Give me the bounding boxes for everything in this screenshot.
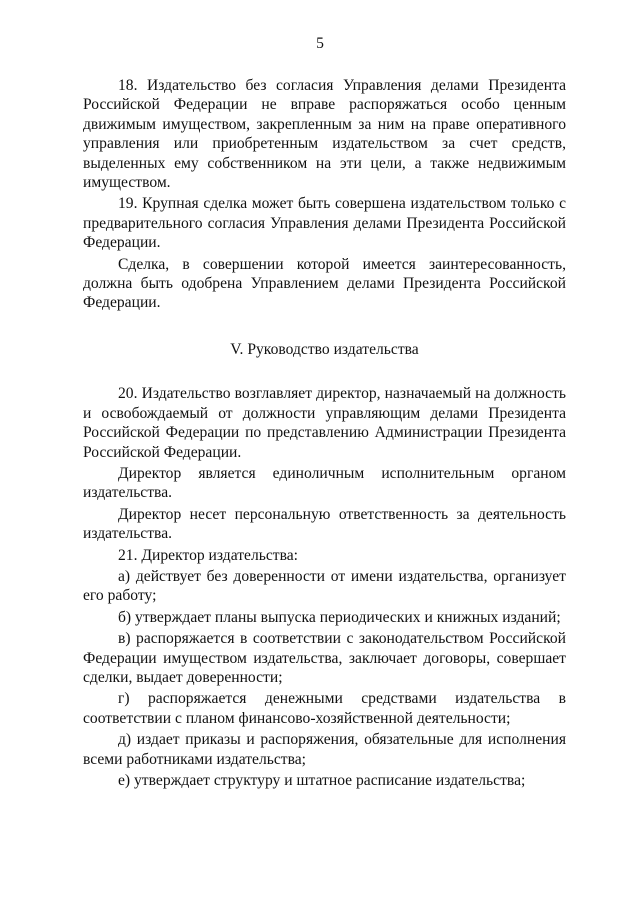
paragraph-20-responsibility: Директор несет персональную ответственность за деятельность издательства.: [83, 505, 566, 543]
paragraph-21: 21. Директор издательства:: [118, 546, 299, 564]
paragraph-20-executive: Директор является единоличным исполнительным органом издательства.: [83, 464, 566, 502]
list-item-b: б) утверждает планы выпуска периодических и книжных изданий;: [118, 608, 561, 626]
paragraph-18: 18. Издательство без согласия Управления делами Президента Российской Федерации не вправе распоряжаться особо ценным движимым имуществом, закрепленным за ним на праве оперативного управления или приобретенным издательством за счет средств, выделенных ему собственником на эти цели, а также недвижимым имуществом.: [83, 77, 566, 192]
list-item-e: е) утверждает структуру и штатное расписание издательства;: [118, 772, 526, 789]
page-number: 5: [316, 35, 324, 52]
paragraph-20: 20. Издательство возглавляет директор, назначаемый на должность и освобождаемый от должности управляющим делами Президента Российской Федерации по представлению Администрации Президента Российской Федерации.: [83, 385, 566, 461]
paragraph-19: 19. Крупная сделка может быть совершена издательством только с предварительного согласия Управления делами Президента Российской Федерации.: [83, 195, 566, 252]
list-item-g: г) распоряжается денежными средствами издательства в соответствии с планом финансово-хозяйственной деятельности;: [83, 690, 566, 727]
list-item-v: в) распоряжается в соответствии с законодательством Российской Федерации имуществом издательства, заключает договоры, совершает сделки, выдает доверенности;: [83, 630, 566, 686]
list-item-d: д) издает приказы и распоряжения, обязательные для исполнения всеми работниками издательства;: [83, 731, 566, 768]
document-body: [83, 76, 566, 790]
paragraph-19-deal: Сделка, в совершении которой имеется заинтересованность, должна быть одобрена Управлением делами Президента Российской Федерации.: [83, 255, 566, 312]
section-heading: V. Руководство издательства: [230, 340, 419, 358]
list-item-a: а) действует без доверенности от имени издательства, организует его работу;: [83, 567, 566, 605]
